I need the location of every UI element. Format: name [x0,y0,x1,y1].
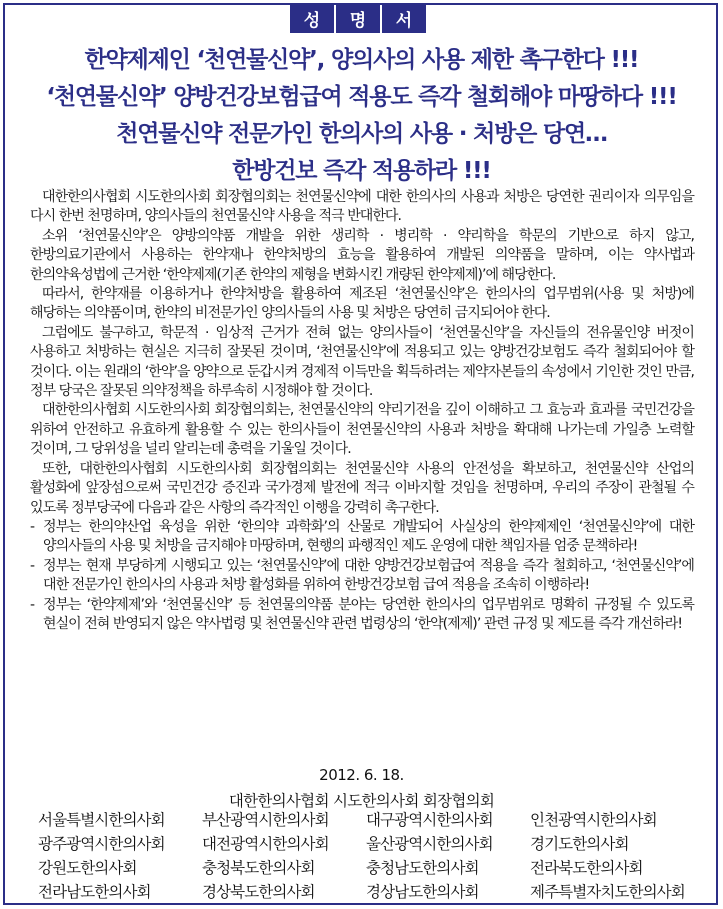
paragraph: 따라서, 한약재를 이용하거나 한약처방을 활용하여 제조된 ‘천연물신약’은 한의사의 업무범위(사용 및 처방)에 해당하는 의약품이며, 한약의 비전문가인 양의사들의 사용 및 처방은 당연히 금지되어야 한다. [30,286,694,322]
paragraph: 소위 ‘천연물신약’은 양방의약품 개발을 위한 생리학 · 병리학 · 약리학을 학문의 기반으로 하지 않고, 한방의료기관에서 사용하는 한약재나 한약처방의 효능을 활용하여 개발된 의약품을 말하며, 이는 약사법과 한의약육성법에 근거한 ‘한약제제(기존 한약의 제형을 변화시킨 개량된 한약제제)’에 해당한다. [30,227,694,283]
statement-badge [290,3,426,33]
member-association: 대구광역시한의사회 [366,811,493,829]
demand-item [30,557,694,596]
member-association: 강원도한의사회 [38,859,137,877]
dash-marker: - [30,596,35,613]
member-association: 충청남도한의사회 [366,859,479,877]
dash-marker: - [30,557,35,574]
headline-2: ‘천연물신약’ 양방건강보험급여 적용도 즉각 철회해야 마땅하다 !!! [46,84,677,110]
badge-char: 성 [290,3,334,33]
paragraph: 대한한의사협회 시도한의사회 회장협의회는, 천연물신약의 약리기전을 깊이 이해하고 그 효능과 효과를 국민건강을 위하여 안전하고 유효하게 활용할 수 있는 한의사들이 천연물신약의 사용과 처방을 확대해 나가는데 가일층 노력할 것이며, 그 당위성을 널리 알리는데 총력을 기울일 것이다. [30,402,694,458]
demand-text: 정부는 현재 부당하게 시행되고 있는 ‘천연물신약’에 대한 양방건강보험급여 적용을 즉각 철회하고, ‘천연물신약’에 대한 전문가인 한의사의 사용과 처방 활성화를 위하여 한방건강보험 급여 적용을 조속히 이행하라! [43,557,694,594]
demand-item [30,596,694,635]
headline-3: 천연물신약 전문가인 한의사의 사용 · 처방은 당연… [116,121,607,147]
member-association: 울산광역시한의사회 [366,835,493,853]
paragraph: 대한한의사협회 시도한의사회 회장협의회는 천연물신약에 대한 한의사의 사용과 처방은 당연한 권리이자 의무임을 다시 한번 천명하며, 양의사들의 천연물신약 사용을 적극 반대한다. [30,189,694,225]
member-association: 경상남도한의사회 [366,883,479,901]
headline-1: 한약제제인 ‘천연물신약’, 양의사의 사용 제한 촉구한다 !!! [84,47,639,73]
dash-marker: - [30,518,35,535]
paragraph: 또한, 대한한의사협회 시도한의사회 회장협의회는 천연물신약 사용의 안전성을 확보하고, 천연물신약 산업의 활성화에 앞장섬으로써 국민건강 증진과 국가경제 발전에 적극 이바지할 것임을 천명하며, 우리의 주장이 관철될 수 있도록 정부당국에 다음과 같은 사항의 즉각적인 이행을 강력히 촉구한다. [30,460,694,516]
member-association: 부산광역시한의사회 [202,811,329,829]
paragraph: 그럼에도 불구하고, 학문적 · 임상적 근거가 전혀 없는 양의사들이 ‘천연물신약’을 자신들의 전유물인양 버젓이 사용하고 처방하는 현실은 지극히 잘못된 것이며, ‘천연물신약’에 적용되고 있는 양방건강보험도 즉각 철회되어야 할 것이다. 이는 원래의 ‘한약’을 양약으로 둔갑시켜 경제적 이득만을 획득하려는 제약자본들의 속성에서 기인한 것인 만큼, 정부 당국은 잘못된 의약정책을 하루속히 시정해야 할 것이다. [30,324,694,400]
member-association: 경상북도한의사회 [202,883,315,901]
member-association: 충청북도한의사회 [202,859,315,877]
demand-text: 정부는 ‘한약제제’와 ‘천연물신약’ 등 천연물의약품 분야는 당연한 한의사의 업무범위로 명확히 규정될 수 있도록 현실이 전혀 반영되지 않은 약사법령 및 천연물신약 관련 법령상의 ‘한약(제제)’ 관련 규정 및 제도를 즉각 개선하라! [43,596,694,632]
member-associations [38,810,708,902]
demand-text: 정부는 한의약산업 육성을 위한 ‘한의약 과학화’의 산물로 개발되어 사실상의 한약제제인 ‘천연물신약’에 대한 양의사들의 사용 및 처방을 금지해야 마땅하며, 현행의 파행적인 제도 운영에 대한 책임자를 엄중 문책하라! [43,518,694,555]
headline-block [0,42,723,190]
badge-char: 명 [336,3,380,33]
member-association: 대전광역시한의사회 [202,835,329,853]
member-association: 경기도한의사회 [530,835,629,853]
member-association: 전라북도한의사회 [530,859,643,877]
headline-4: 한방건보 즉각 적용하라 !!! [232,158,491,184]
member-association: 광주광역시한의사회 [38,835,165,853]
badge-char: 서 [382,3,426,33]
member-association: 제주특별자치도한의사회 [530,883,685,901]
member-association: 서울특별시한의사회 [38,811,165,829]
member-association: 전라남도한의사회 [38,883,151,901]
statement-body [30,188,694,634]
demand-item [30,518,694,557]
statement-date: 2012. 6. 18. [319,766,404,784]
member-association: 인천광역시한의사회 [530,811,657,829]
issuing-organization: 대한한의사협회 시도한의사회 회장협의회 [228,792,495,810]
